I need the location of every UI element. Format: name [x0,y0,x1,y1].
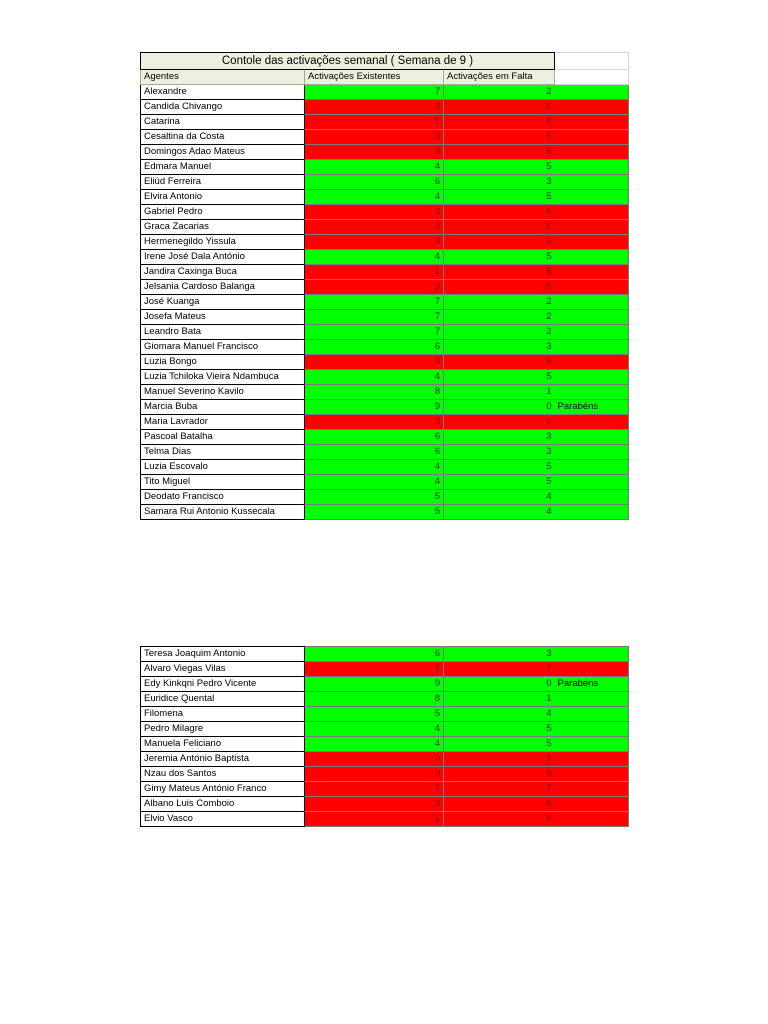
table-row [141,340,629,355]
missing-count: 9 [444,797,555,812]
missing-count: 5 [444,250,555,265]
existing-count: 4 [305,190,444,205]
agent-name: Alexandre [141,85,305,100]
note-cell [555,115,629,130]
header-missing: Activações em Falta [444,70,555,85]
existing-count: 4 [305,460,444,475]
agent-name: Manuela Feliciano [141,737,305,752]
note-cell [555,415,629,430]
missing-count: 7 [444,662,555,677]
agent-name: Graca Zacarias [141,220,305,235]
table-row [141,370,629,385]
missing-count: 4 [444,707,555,722]
missing-count: 6 [444,355,555,370]
existing-count: 3 [305,235,444,250]
note-cell [555,767,629,782]
table-row [141,430,629,445]
header-existing: Activações Existentes [305,70,444,85]
table-row [141,355,629,370]
existing-count: 3 [305,100,444,115]
note-cell [555,250,629,265]
activations-table [140,52,629,520]
agent-name: Jelsania Cardoso Balanga [141,280,305,295]
note-cell [555,662,629,677]
agent-name: Leandro Bata [141,325,305,340]
table-row [141,812,629,827]
agent-name: Samara Rui Antonio Kussecala [141,505,305,520]
missing-count: 0 [444,400,555,415]
agent-name: Luzia Bongo [141,355,305,370]
table-row [141,145,629,160]
table-row [141,505,629,520]
note-cell [555,752,629,767]
title-row [141,53,629,70]
missing-count: 6 [444,100,555,115]
existing-count: 3 [305,355,444,370]
missing-count: 5 [444,370,555,385]
missing-count: 6 [444,235,555,250]
missing-count: 6 [444,145,555,160]
table-row [141,400,629,415]
note-cell [555,205,629,220]
missing-count: 5 [444,475,555,490]
table-row [141,220,629,235]
agent-name: Edmara Manuel [141,160,305,175]
table-row [141,280,629,295]
existing-count: 9 [305,677,444,692]
agent-name: Manuel Severino Kavilo [141,385,305,400]
table-row [141,460,629,475]
existing-count: 7 [305,310,444,325]
agent-name: Nzau dos Santos [141,767,305,782]
existing-count: 5 [305,490,444,505]
missing-count: 6 [444,130,555,145]
table-row [141,490,629,505]
existing-count: 4 [305,250,444,265]
existing-count: 6 [305,175,444,190]
table-row [141,662,629,677]
agent-name: Eliúd Ferreira [141,175,305,190]
missing-count: 7 [444,782,555,797]
missing-count: 5 [444,460,555,475]
existing-count: 8 [305,692,444,707]
note-cell [555,797,629,812]
agent-name: Elvira Antonio [141,190,305,205]
table-row [141,445,629,460]
table-row [141,415,629,430]
note-cell [555,505,629,520]
table-row [141,130,629,145]
existing-count: 2 [305,782,444,797]
existing-count: 1 [305,115,444,130]
table-row [141,677,629,692]
missing-count: 4 [444,505,555,520]
table-row [141,737,629,752]
note-cell [555,812,629,827]
agent-name: Alvaro Viegas Vilas [141,662,305,677]
agent-name: Candida Chivango [141,100,305,115]
agent-name: Jandira Caxinga Buca [141,265,305,280]
note-cell [555,460,629,475]
existing-count: 6 [305,647,444,662]
agent-name: Gimy Mateus António Franco [141,782,305,797]
missing-count: 6 [444,280,555,295]
existing-count: 3 [305,145,444,160]
agent-name: José Kuanga [141,295,305,310]
existing-count: 8 [305,385,444,400]
activations-table-2 [140,646,629,827]
note-cell [555,475,629,490]
table-row [141,160,629,175]
agent-name: Maria Lavrador [141,415,305,430]
note-cell [555,430,629,445]
table-row [141,797,629,812]
agent-name: Albano Luis Comboio [141,797,305,812]
agent-name: Irene José Dala António [141,250,305,265]
missing-count: 8 [444,812,555,827]
activations-table-body [141,53,629,520]
note-cell [555,160,629,175]
note-cell [555,340,629,355]
missing-count: 2 [444,310,555,325]
missing-count: 1 [444,692,555,707]
note-cell [555,85,629,100]
note-cell [555,265,629,280]
existing-count: 4 [305,475,444,490]
existing-count: 5 [305,505,444,520]
note-cell [555,190,629,205]
table-row [141,325,629,340]
existing-count: 4 [305,370,444,385]
missing-count: 2 [444,295,555,310]
existing-count: 4 [305,722,444,737]
agent-name: Giomara Manuel Francisco [141,340,305,355]
missing-count: 9 [444,752,555,767]
missing-count: 8 [444,115,555,130]
blank-cell [555,70,629,85]
agent-name: Catarina [141,115,305,130]
note-cell [555,385,629,400]
missing-count: 8 [444,265,555,280]
existing-count: 5 [305,707,444,722]
header-row [141,70,629,85]
missing-count: 2 [444,325,555,340]
table-row [141,265,629,280]
note-cell [555,310,629,325]
agent-name: Tito Miguel [141,475,305,490]
agent-name: Teresa Joaquim Antonio [141,647,305,662]
note-cell: Parabéns [555,677,629,692]
note-cell [555,325,629,340]
note-cell [555,707,629,722]
table-row [141,175,629,190]
note-cell [555,355,629,370]
existing-count: 2 [305,662,444,677]
existing-count: 4 [305,160,444,175]
table-row [141,752,629,767]
note-cell [555,130,629,145]
missing-count: 6 [444,415,555,430]
table-row [141,647,629,662]
table-row [141,767,629,782]
existing-count: 9 [305,400,444,415]
missing-count: 3 [444,647,555,662]
existing-count: 6 [305,445,444,460]
missing-count: 6 [444,220,555,235]
existing-count: 7 [305,85,444,100]
table-row [141,475,629,490]
existing-count: 1 [305,265,444,280]
missing-count: 2 [444,85,555,100]
table-row [141,722,629,737]
note-cell [555,647,629,662]
existing-count: 7 [305,325,444,340]
existing-count: 3 [305,130,444,145]
agent-name: Elvio Vasco [141,812,305,827]
existing-count: 0 [305,767,444,782]
table-row [141,295,629,310]
table-row [141,100,629,115]
note-cell [555,370,629,385]
missing-count: 5 [444,737,555,752]
missing-count: 3 [444,175,555,190]
agent-name: Edy Kinkqni Pedro Vicente [141,677,305,692]
existing-count: 6 [305,340,444,355]
agent-name: Domingos Adao Mateus [141,145,305,160]
missing-count: 4 [444,490,555,505]
table-row [141,310,629,325]
header-agents: Agentes [141,70,305,85]
note-cell [555,145,629,160]
note-cell [555,295,629,310]
existing-count: 0 [305,752,444,767]
agent-name: Cesaltina da Costa [141,130,305,145]
note-cell [555,235,629,250]
table-row [141,250,629,265]
existing-count: 6 [305,430,444,445]
table-row [141,707,629,722]
note-cell [555,175,629,190]
note-cell [555,280,629,295]
missing-count: 5 [444,190,555,205]
existing-count: 1 [305,812,444,827]
existing-count: 3 [305,205,444,220]
note-cell [555,737,629,752]
note-cell [555,722,629,737]
existing-count: 3 [305,220,444,235]
table-row [141,385,629,400]
missing-count: 5 [444,722,555,737]
agent-name: Euridice Quental [141,692,305,707]
missing-count: 0 [444,677,555,692]
agent-name: Gabriel Pedro [141,205,305,220]
agent-name: Luzia Tchiloka Vieira Ndambuca [141,370,305,385]
note-cell: Parabéns [555,400,629,415]
table-title: Contole das activações semanal ( Semana de 9 ) [141,53,555,70]
table-row [141,235,629,250]
table-row [141,782,629,797]
missing-count: 9 [444,767,555,782]
table-row [141,190,629,205]
note-cell [555,692,629,707]
existing-count: 3 [305,415,444,430]
agent-name: Filomena [141,707,305,722]
existing-count: 0 [305,797,444,812]
table-row [141,692,629,707]
agent-name: Pedro Milagre [141,722,305,737]
note-cell [555,100,629,115]
table-row [141,115,629,130]
agent-name: Jeremia António Baptista [141,752,305,767]
missing-count: 3 [444,445,555,460]
missing-count: 1 [444,385,555,400]
existing-count: 3 [305,280,444,295]
existing-count: 4 [305,737,444,752]
agent-name: Pascoal Batalha [141,430,305,445]
existing-count: 7 [305,295,444,310]
agent-name: Josefa Mateus [141,310,305,325]
agent-name: Luzia Escovalo [141,460,305,475]
missing-count: 3 [444,430,555,445]
note-cell [555,220,629,235]
agent-name: Telma Dias [141,445,305,460]
agent-name: Deodato Francisco [141,490,305,505]
agent-name: Hermenegildo Yissula [141,235,305,250]
note-cell [555,490,629,505]
missing-count: 5 [444,160,555,175]
missing-count: 3 [444,340,555,355]
note-cell [555,782,629,797]
activations-table-2-body [141,647,629,827]
table-row [141,85,629,100]
table-row [141,205,629,220]
agent-name: Marcia Buba [141,400,305,415]
missing-count: 6 [444,205,555,220]
blank-cell [555,53,629,70]
note-cell [555,445,629,460]
